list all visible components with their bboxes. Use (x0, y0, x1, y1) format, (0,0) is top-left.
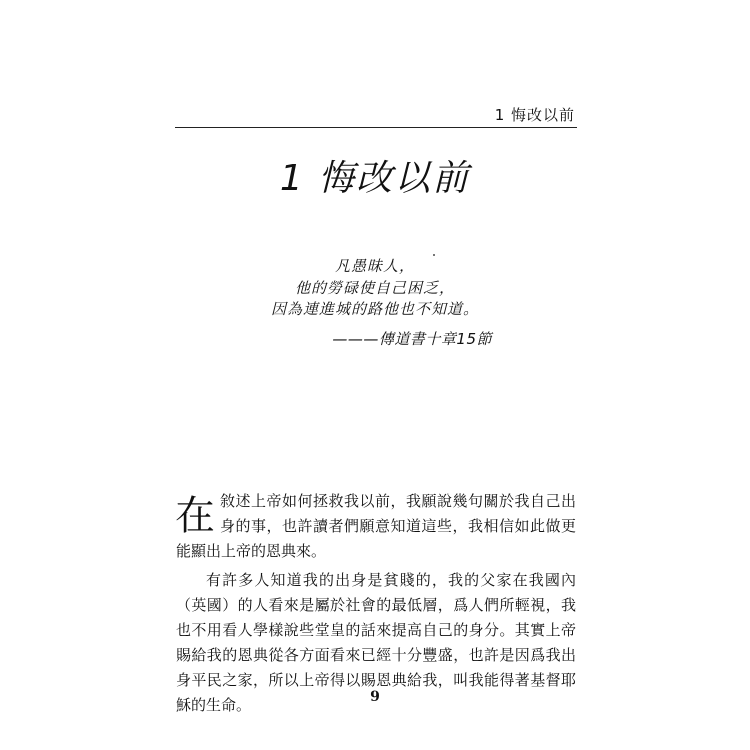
header-rule (175, 127, 577, 128)
page-number: 9 (370, 689, 380, 705)
paragraph-2: 有許多人知道我的出身是貧賤的，我的父家在我國內（英國）的人看來是屬於社會的最低層，爲人們所輕視，我也不用看人學樣說些堂皇的話來提高自己的身分。其實上帝賜給我的恩典從各方面看來已經十分豐盛，也許是因爲我出身平民之家，所以上帝得以賜恩典給我，叫我能得著基督耶穌的生命。 (176, 571, 576, 714)
epigraph-line: 凡愚昧人， (334, 257, 415, 275)
epigraph (0, 256, 750, 321)
epigraph-line: 他的勞碌使自己困乏， (294, 278, 455, 297)
running-header: 1 悔改以前 (494, 106, 575, 124)
drop-cap: 在 (175, 493, 215, 539)
epigraph-attribution: ———傳道書十章15節 (332, 330, 492, 348)
epigraph-line: 因為連進城的路他也不知道。 (270, 300, 479, 318)
body-text (176, 489, 576, 722)
paragraph-1-text: 敘述上帝如何拯救我以前，我願說幾句關於我自己出身的事，也許讀者們願意知道這些，我相信如此做更能顯出上帝的恩典來。 (176, 492, 576, 560)
paragraph-1 (176, 489, 576, 564)
chapter-title: 1 悔改以前 (279, 158, 471, 199)
